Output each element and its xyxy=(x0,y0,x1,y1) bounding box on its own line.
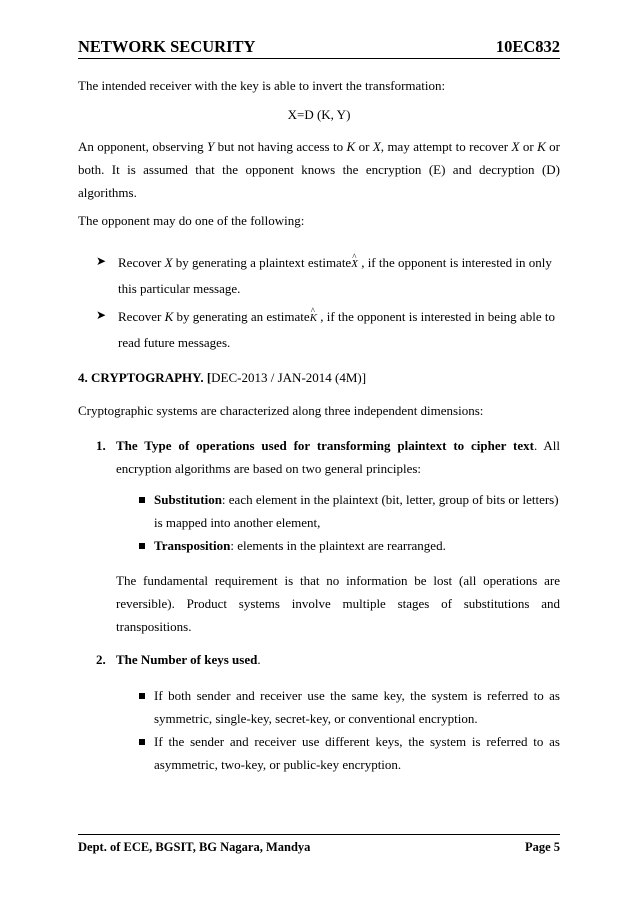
list-item-operations: The Type of operations used for transforming plaintext to cipher text. All xyxy=(116,438,560,453)
bullet-recover-x-line2: this particular message. xyxy=(118,281,241,296)
paragraph-options: The opponent may do one of the following: xyxy=(78,213,305,228)
list-item-number-of-keys: The Number of keys used. xyxy=(116,652,261,667)
header-course-title: NETWORK SECURITY xyxy=(78,37,256,56)
square-bullet-icon xyxy=(139,693,145,699)
bullet-symmetric-line2: symmetric, single-key, secret-key, or conventional encryption. xyxy=(154,711,478,726)
section-heading-cryptography: 4. CRYPTOGRAPHY. [DEC-2013 / JAN-2014 (4M)] xyxy=(78,370,367,385)
x-hat-symbol: ^ X xyxy=(351,256,358,272)
paragraph-dimensions: Cryptographic systems are characterized along three independent dimensions: xyxy=(78,403,484,418)
bullet-recover-k-line2: read future messages. xyxy=(118,335,231,350)
list-item-operations-line2: encryption algorithms are based on two general principles: xyxy=(116,461,422,476)
list-number-1: 1. xyxy=(96,438,106,453)
footer-department: Dept. of ECE, BGSIT, BG Nagara, Mandya xyxy=(78,840,311,854)
square-bullet-icon xyxy=(139,497,145,503)
footer-page-number: Page 5 xyxy=(524,840,560,854)
paragraph-requirement-line3: transpositions. xyxy=(116,619,192,634)
paragraph-opponent-line2: both. It is assumed that the opponent knows the encryption (E) and decryption (D) xyxy=(78,162,560,177)
bullet-substitution-line2: is mapped into another element, xyxy=(154,515,321,530)
bullet-recover-x: Recover X by generating a plaintext estimate^ X , if the opponent is interested in only xyxy=(118,255,560,272)
header-course-code: 10EC832 xyxy=(495,37,560,56)
square-bullet-icon xyxy=(139,739,145,745)
paragraph-opponent-line3: algorithms. xyxy=(78,185,137,200)
bullet-symmetric: If both sender and receiver use the same key, the system is referred to as xyxy=(154,688,560,703)
arrow-bullet-icon: ➤ xyxy=(96,254,107,268)
k-hat-symbol: ^ K xyxy=(310,310,317,326)
square-bullet-icon xyxy=(139,543,145,549)
bullet-transposition: Transposition: elements in the plaintext are rearranged. xyxy=(154,538,446,553)
arrow-bullet-icon: ➤ xyxy=(96,308,107,322)
paragraph-requirement-line1: The fundamental requirement is that no information be lost (all operations are xyxy=(116,573,560,588)
list-number-2: 2. xyxy=(96,652,106,667)
bullet-substitution: Substitution: each element in the plaintext (bit, letter, group of bits or letters) xyxy=(154,492,559,507)
bullet-recover-k: Recover K by generating an estimate^ K , if the opponent is interested in being able to xyxy=(118,309,560,326)
paragraph-opponent-line1: An opponent, observing Y but not having access to K or X, may attempt to recover X or K or xyxy=(78,139,560,154)
page-header xyxy=(78,34,560,59)
bullet-asymmetric-line2: asymmetric, two-key, or public-key encryption. xyxy=(154,757,402,772)
formula-decryption: X=D (K, Y) xyxy=(287,107,351,122)
bullet-asymmetric: If the sender and receiver use different keys, the system is referred to as xyxy=(154,734,560,749)
paragraph-receiver: The intended receiver with the key is able to invert the transformation: xyxy=(78,78,446,93)
paragraph-requirement-line2: reversible). Product systems involve multiple stages of substitutions and xyxy=(116,596,560,611)
page-footer xyxy=(78,834,560,854)
